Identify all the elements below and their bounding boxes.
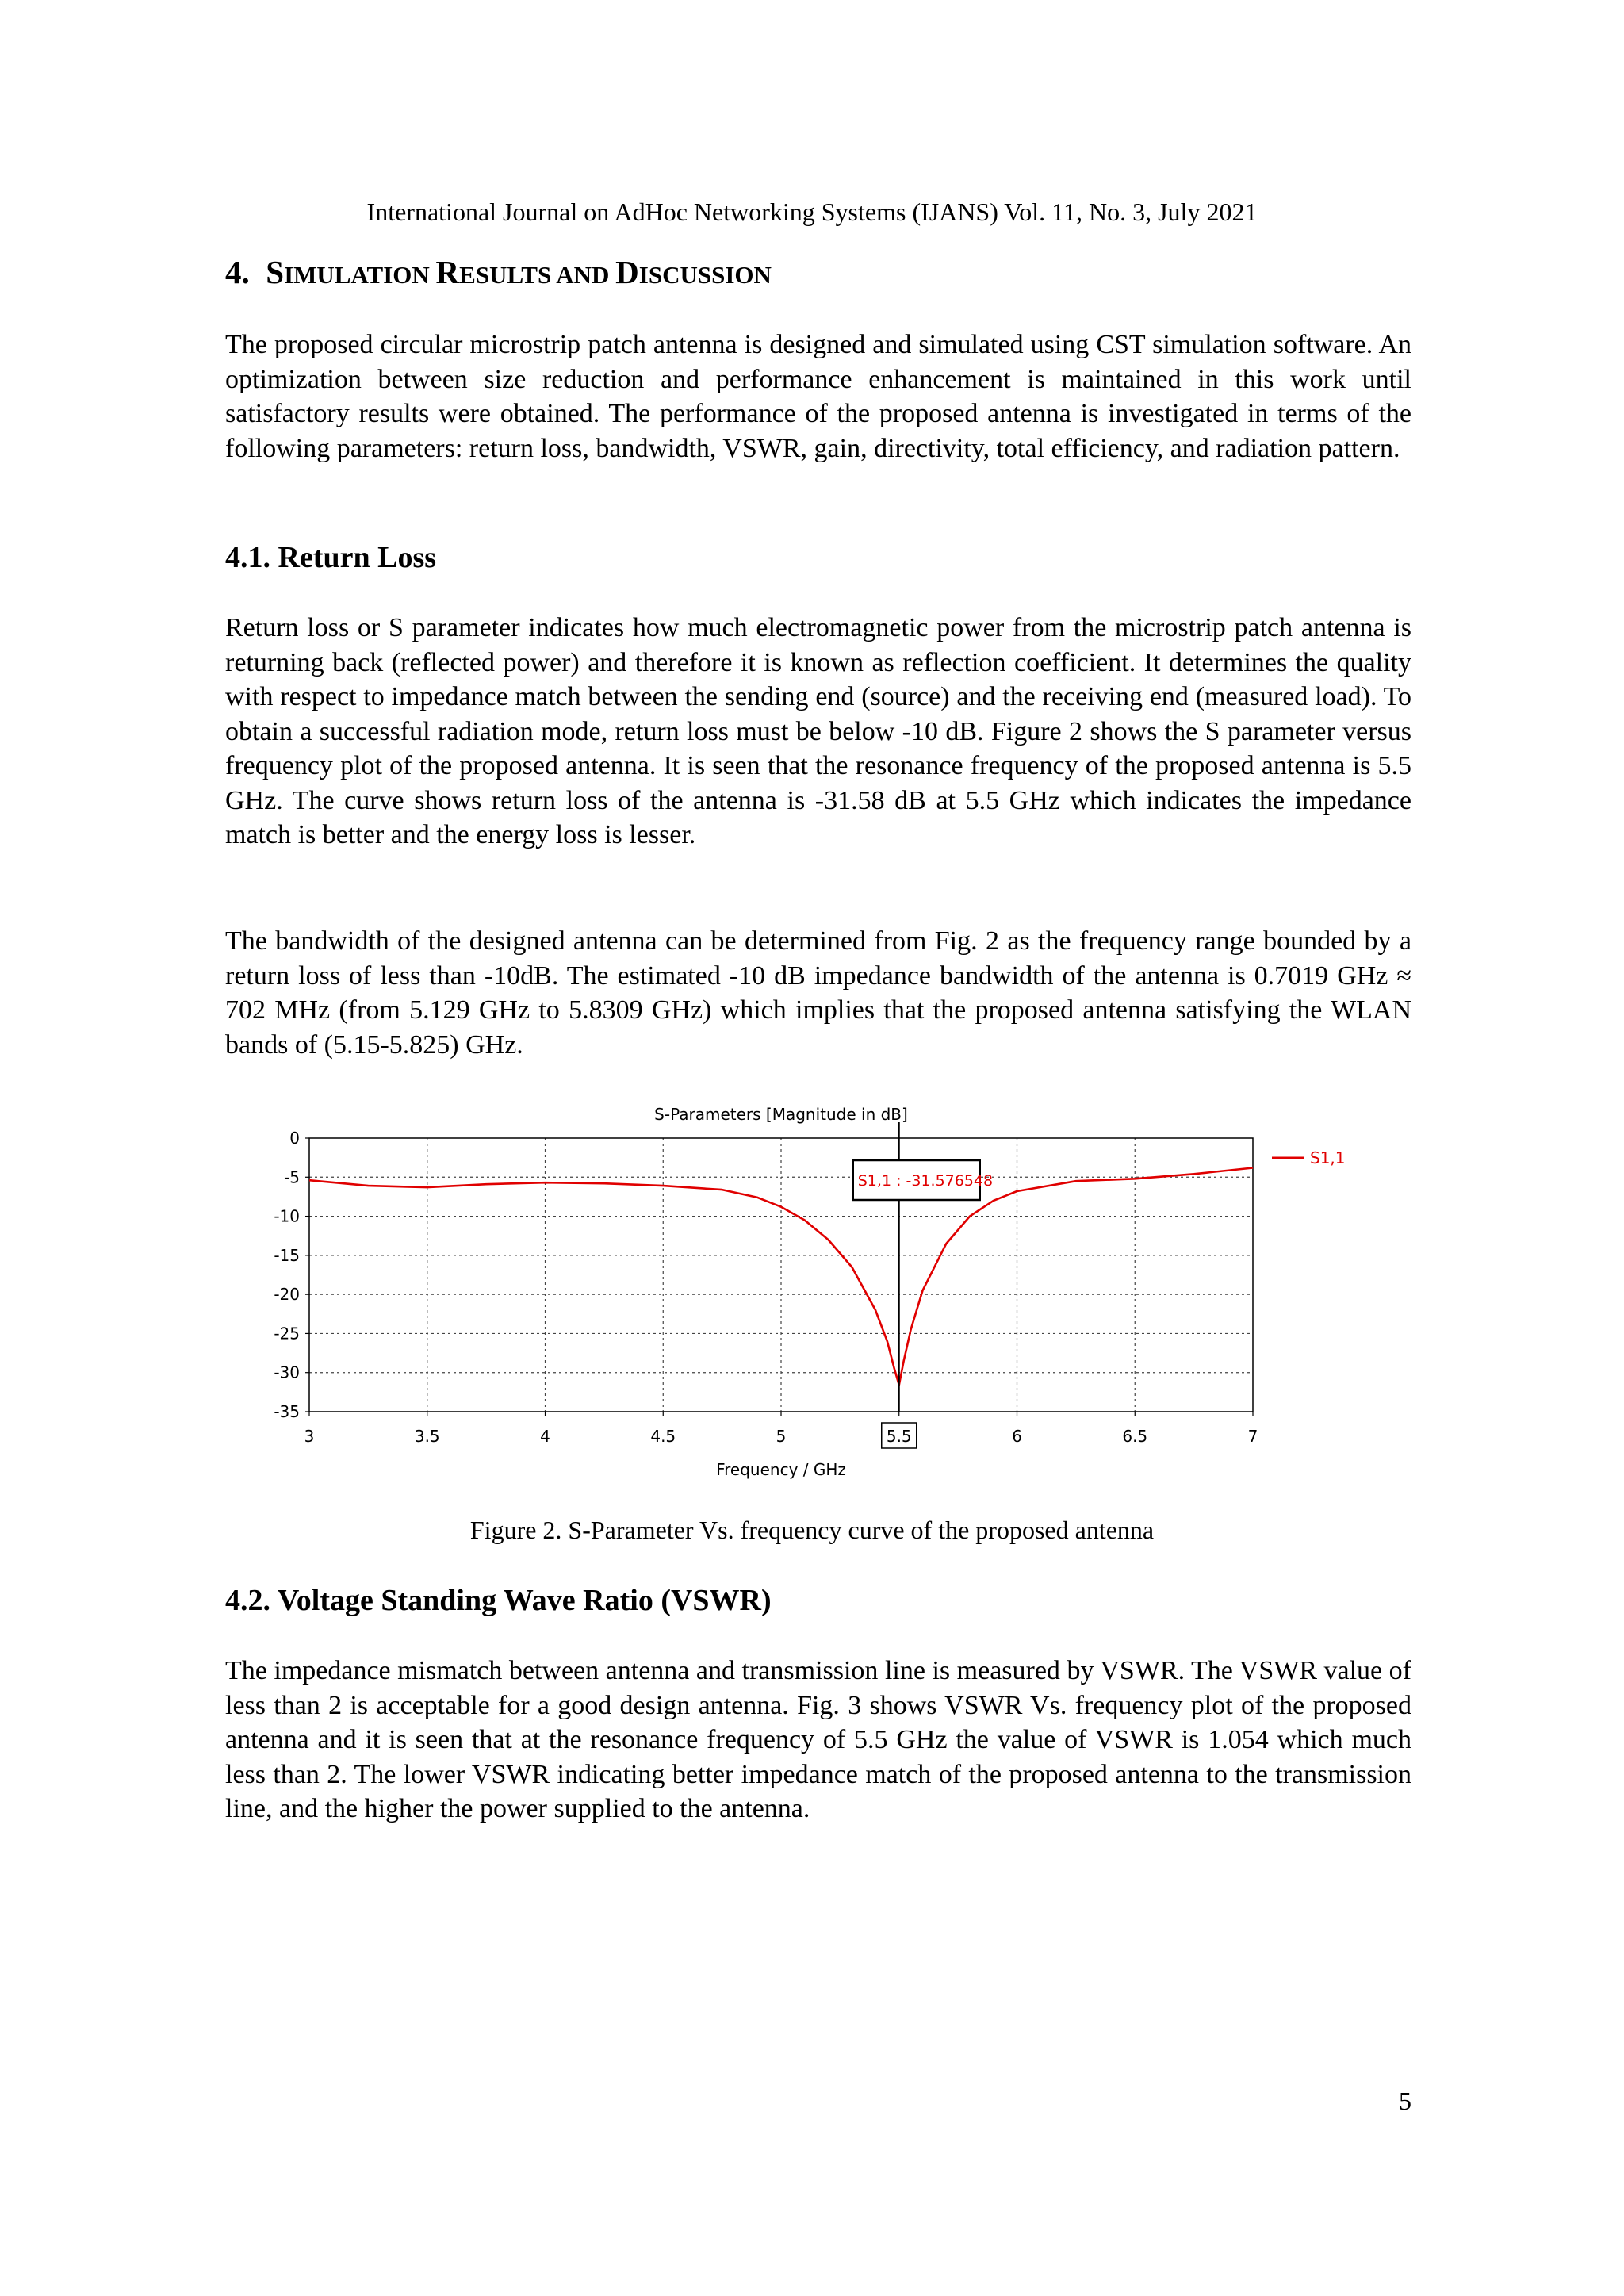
marker-label: S1,1 : -31.576548 xyxy=(857,1172,994,1190)
x-tick-label: 3 xyxy=(304,1427,315,1446)
s-parameter-chart xyxy=(262,1102,1372,1499)
y-tick-label: -15 xyxy=(274,1245,300,1265)
x-tick-label: 5.5 xyxy=(886,1427,912,1446)
x-tick-label: 6.5 xyxy=(1122,1427,1148,1446)
y-tick-label: -35 xyxy=(274,1402,300,1421)
section-title-part: D xyxy=(615,254,639,290)
x-axis-label: Frequency / GHz xyxy=(716,1460,846,1479)
return-loss-paragraph-2 xyxy=(225,924,1411,1062)
x-tick-label: 4.5 xyxy=(650,1427,676,1446)
figure-2-caption: Figure 2. S-Parameter Vs. frequency curve of the proposed antenna xyxy=(469,1516,1155,1544)
section-heading xyxy=(225,252,772,295)
section-title-part: ESULTS AND xyxy=(459,261,616,289)
section-intro-text: The proposed circular microstrip patch antenna is designed and simulated using CST simulation software. An optimization between size reduction and performance enhancement is maintained in this work until satisfactory results were obtained. The performance of the proposed antenna is investigated in terms of the following parameters: return loss, bandwidth, VSWR, gain, directivity, total efficiency, and radiation pattern. xyxy=(225,330,1411,463)
x-tick-label: 6 xyxy=(1012,1427,1022,1446)
vswr-text: The impedance mismatch between antenna and transmission line is measured by VSWR. The VSWR value of less than 2 is acceptable for a good design antenna. Fig. 3 shows VSWR Vs. frequency plot of the proposed antenna and it is seen that at the resonance frequency of 5.5 GHz the value of VSWR is 1.054 which much less than 2. The lower VSWR indicating better impedance match of the proposed antenna to the transmission line, and the higher the power supplied to the antenna. xyxy=(225,1656,1411,1823)
x-tick-label: 4 xyxy=(540,1427,550,1446)
x-tick-label: 3.5 xyxy=(414,1427,440,1446)
running-head: International Journal on AdHoc Networking Systems (IJANS) Vol. 11, No. 3, July 2021 xyxy=(366,197,1258,226)
section-intro-paragraph xyxy=(225,328,1411,466)
section-number: 4. xyxy=(225,254,250,290)
section-title xyxy=(266,254,772,290)
legend-label: S1,1 xyxy=(1310,1148,1346,1167)
x-tick-label: 5 xyxy=(776,1427,787,1446)
chart-title: S-Parameters [Magnitude in dB] xyxy=(654,1105,908,1124)
y-tick-label: -25 xyxy=(274,1324,300,1343)
y-tick-label: -30 xyxy=(274,1363,300,1382)
vswr-paragraph xyxy=(225,1654,1411,1826)
section-title-part: IMULATION xyxy=(284,261,436,289)
x-tick-label: 7 xyxy=(1247,1427,1258,1446)
y-tick-label: -10 xyxy=(274,1206,300,1226)
y-tick-label: -20 xyxy=(274,1285,300,1305)
y-tick-label: 0 xyxy=(289,1129,300,1148)
page-number: 5 xyxy=(1399,2087,1411,2115)
section-title-part: R xyxy=(435,254,460,290)
section-title-part: S xyxy=(266,254,285,290)
y-tick-label: -5 xyxy=(284,1167,300,1187)
subsection-heading-return-loss: 4.1. Return Loss xyxy=(225,541,437,574)
subsection-heading-vswr: 4.2. Voltage Standing Wave Ratio (VSWR) xyxy=(225,1584,772,1617)
section-title-part: ISCUSSION xyxy=(638,261,772,289)
return-loss-text-1: Return loss or S parameter indicates how much electromagnetic power from the microstrip patch antenna is returning back (reflected power) and therefore it is known as reflection coefficient. It determines the quality with respect to impedance match between the sending end (source) and the receiving end (measured load). To obtain a successful radiation mode, return loss must be below -10 dB. Figure 2 shows the S parameter versus frequency plot of the proposed antenna. It is seen that the resonance frequency of the proposed antenna is 5.5 GHz. The curve shows return loss of the antenna is -31.58 dB at 5.5 GHz which indicates the impedance match is better and the energy loss is lesser. xyxy=(225,613,1411,849)
return-loss-text-2: The bandwidth of the designed antenna can be determined from Fig. 2 as the frequency range bounded by a return loss of less than -10dB. The estimated -10 dB impedance bandwidth of the antenna is 0.7019 GHz ≈ 702 MHz (from 5.129 GHz to 5.8309 GHz) which implies that the proposed antenna satisfying the WLAN bands of (5.15-5.825) GHz. xyxy=(225,926,1411,1060)
return-loss-paragraph-1 xyxy=(225,611,1411,853)
